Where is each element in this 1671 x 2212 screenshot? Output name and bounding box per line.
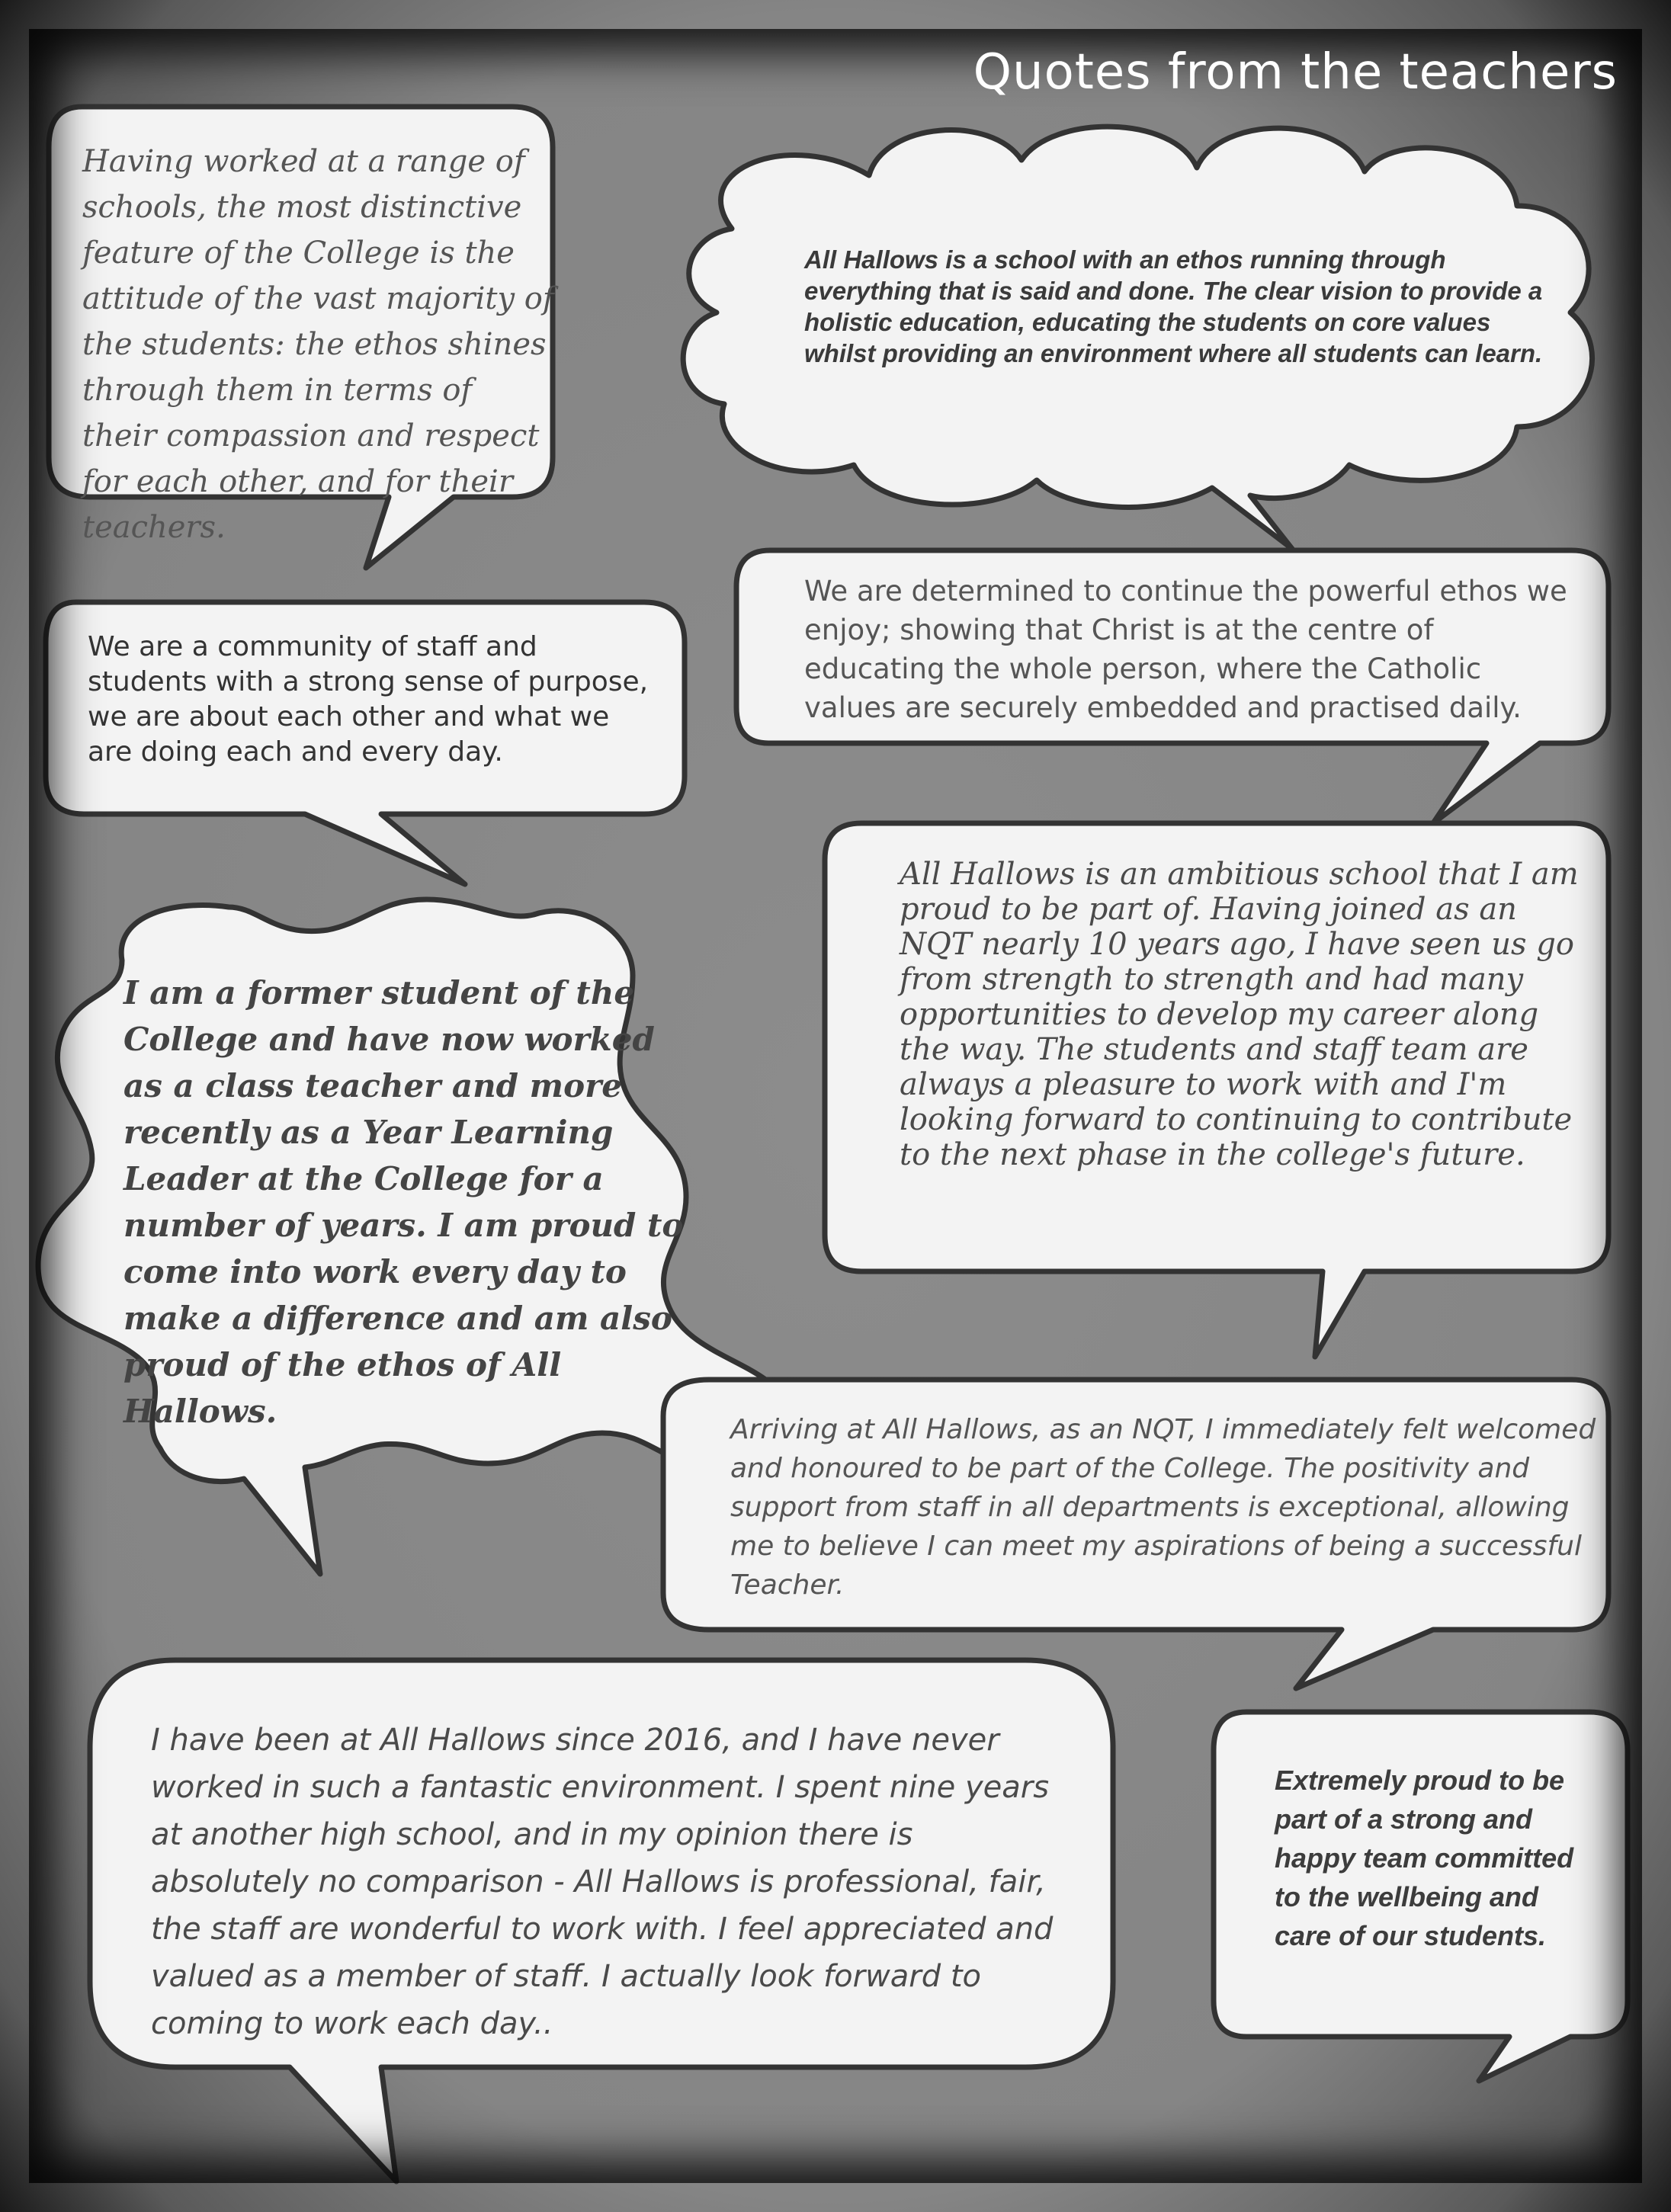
quote-text-9: Extremely proud to be part of a strong and happy team committed to the wellbeing and care of our students.	[1275, 1765, 1574, 1951]
page-title: Quotes from the teachers	[973, 44, 1618, 101]
quote-text-4: We are determined to continue the powerful ethos we enjoy; showing that Christ is at the centre of educating the whole person, where the Catholic values are securely embedded and practised daily.	[804, 575, 1567, 724]
quote-text-3: We are a community of staff and students with a strong sense of purpose, we are about each other and what we are doing each and every day.	[88, 631, 649, 768]
quote-text-8: I have been at All Hallows since 2016, and I have never worked in such a fantastic environment. I spent nine years at another high school, and in my opinion there is absolutely no comparison - All Hallows is professional, fair, the staff are wonderful to work with. I feel appreciated and valued as a member of staff. I actually look forward to coming to work each day..	[151, 1723, 1054, 2041]
quote-text-7: Arriving at All Hallows, as an NQT, I immediately felt welcomed and honoured to be part of the College. The positivity and support from staff in all departments is exceptional, allowing me to believe I can meet my aspirations of being a successful Teacher.	[730, 1414, 1596, 1601]
quote-text-1: Having worked at a range of schools, the most distinctive feature of the College is the attitude of the vast majority of the students: the ethos shines through them in terms of their compassion and respect for each other, and for their teachers.	[82, 144, 554, 545]
quote-text-5: I am a former student of the College and have now worked as a class teacher and more recently as a Year Learning Leader at the College for a number of years. I am proud to come into work every day to make a difference and am also proud of the ethos of All Hallows.	[123, 974, 684, 1430]
quote-text-6: All Hallows is an ambitious school that I am proud to be part of. Having joined as an NQT nearly 10 years ago, I have seen us go from strength to strength and had many opportunities to develop my career along the way. The students and staff team are always a pleasure to work with and I'm looking forward to continuing to contribute to the next phase in the college's future.	[900, 857, 1579, 1172]
quote-text-2: All Hallows is a school with an ethos running through everything that is said and done. The clear vision to provide a holistic education, educating the students on core values whilst providing an environment where all students can learn.	[804, 245, 1543, 367]
